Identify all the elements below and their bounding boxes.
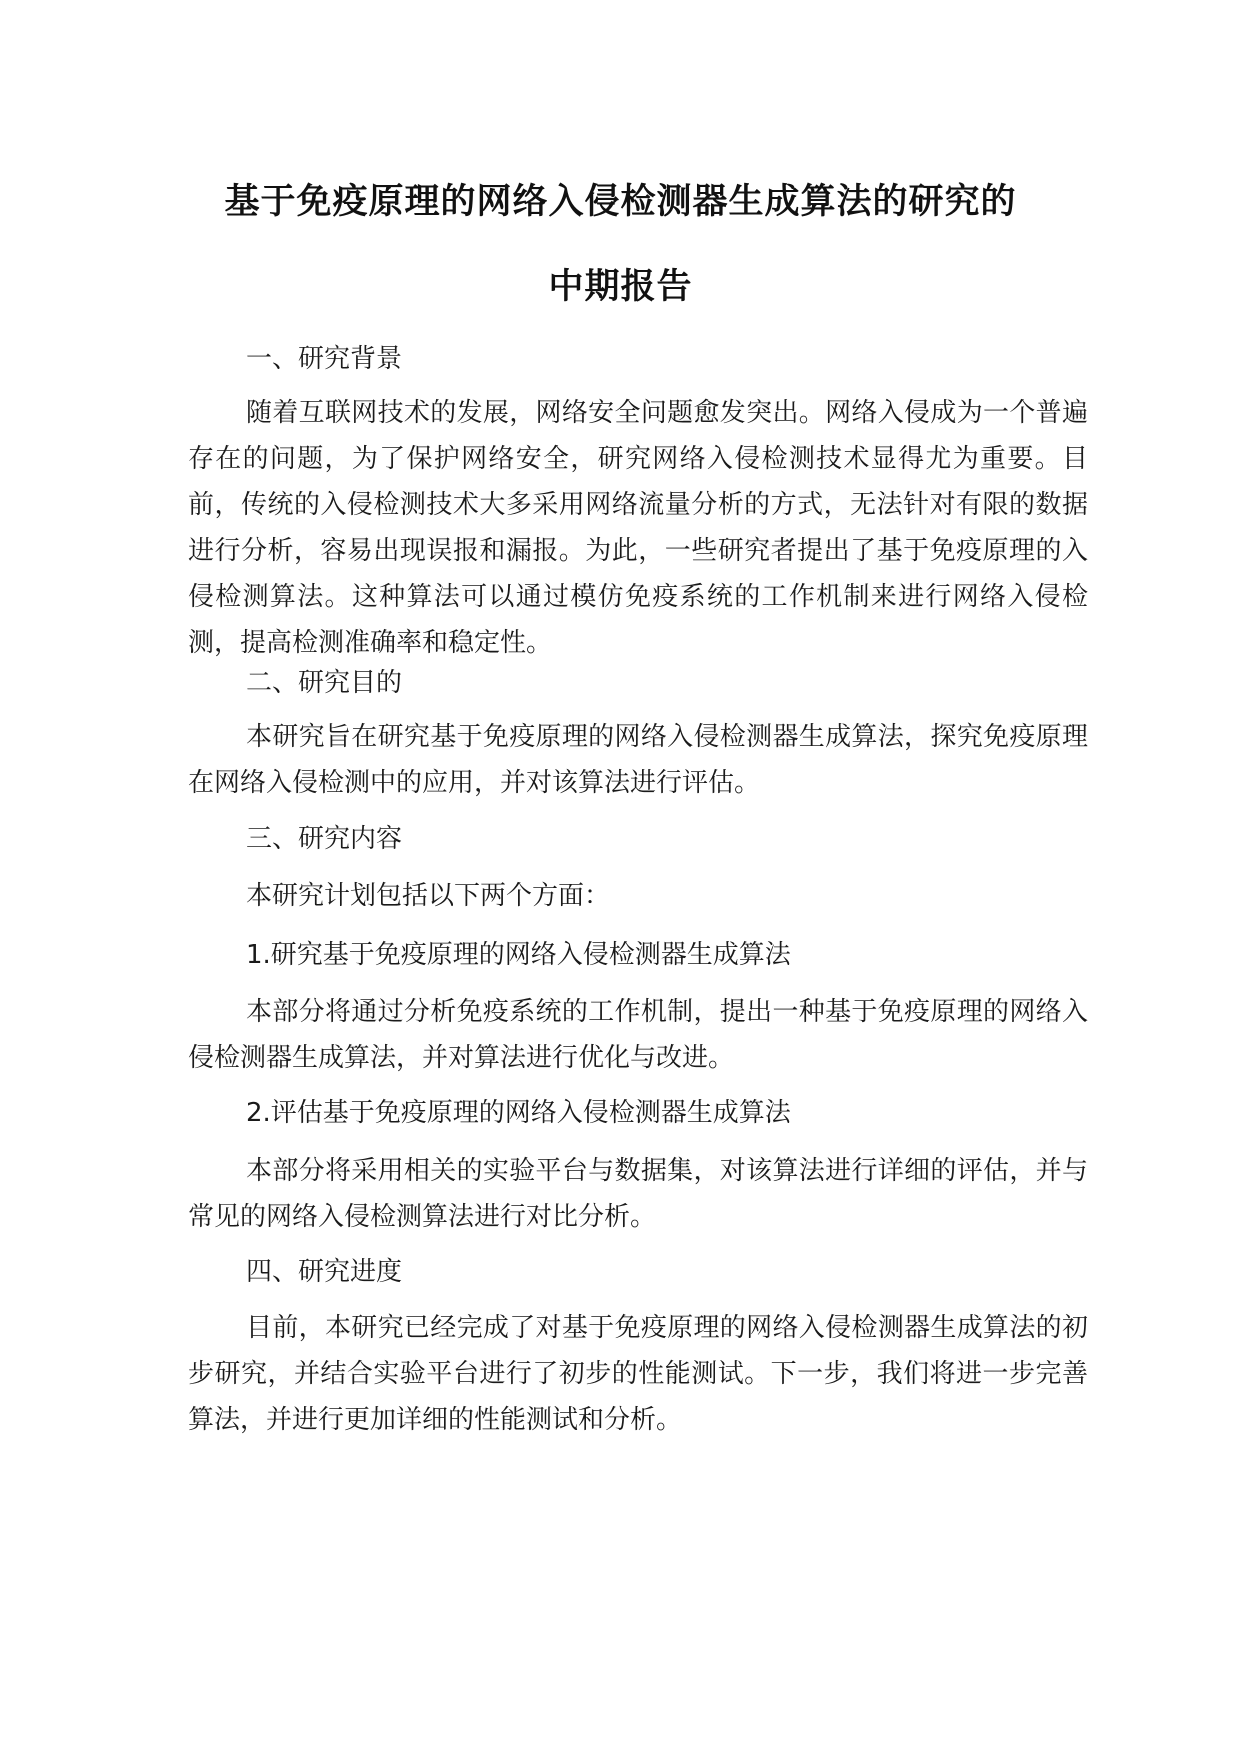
section-heading-background: 一、研究背景 [246, 344, 403, 374]
content-item1-heading: 1.研究基于免疫原理的网络入侵检测器生成算法 [246, 940, 791, 970]
document-title-line2: 中期报告 [548, 267, 693, 307]
section-heading-progress: 四、研究进度 [246, 1257, 403, 1287]
section-paragraph-purpose: 本研究旨在研究基于免疫原理的网络入侵检测器生成算法，探究免疫原理在网络入侵检测中的应用，并对该算法进行评估。 [188, 722, 1088, 798]
section-heading-content: 三、研究内容 [246, 824, 403, 854]
content-item1-paragraph: 本部分将通过分析免疫系统的工作机制，提出一种基于免疫原理的网络入侵检测器生成算法，并对算法进行优化与改进。 [188, 997, 1088, 1073]
section-paragraph-progress: 目前，本研究已经完成了对基于免疫原理的网络入侵检测器生成算法的初步研究，并结合实验平台进行了初步的性能测试。下一步，我们将进一步完善算法，并进行更加详细的性能测试和分析。 [188, 1313, 1088, 1435]
document-title-line1: 基于免疫原理的网络入侵检测器生成算法的研究的 [224, 182, 1017, 222]
section-heading-purpose: 二、研究目的 [246, 668, 403, 698]
content-item2-paragraph: 本部分将采用相关的实验平台与数据集，对该算法进行详细的评估，并与常见的网络入侵检测算法进行对比分析。 [188, 1156, 1088, 1232]
section-paragraph-background: 随着互联网技术的发展，网络安全问题愈发突出。网络入侵成为一个普遍存在的问题，为了保护网络安全，研究网络入侵检测技术显得尤为重要。目前，传统的入侵检测技术大多采用网络流量分析的方式，无法针对有限的数据进行分析，容易出现误报和漏报。为此，一些研究者提出了基于免疫原理的入侵检测算法。这种算法可以通过模仿免疫系统的工作机制来进行网络入侵检测，提高检测准确率和稳定性。 [188, 398, 1088, 658]
section-content-intro: 本研究计划包括以下两个方面： [246, 881, 611, 911]
content-item2-heading: 2.评估基于免疫原理的网络入侵检测器生成算法 [246, 1098, 791, 1128]
